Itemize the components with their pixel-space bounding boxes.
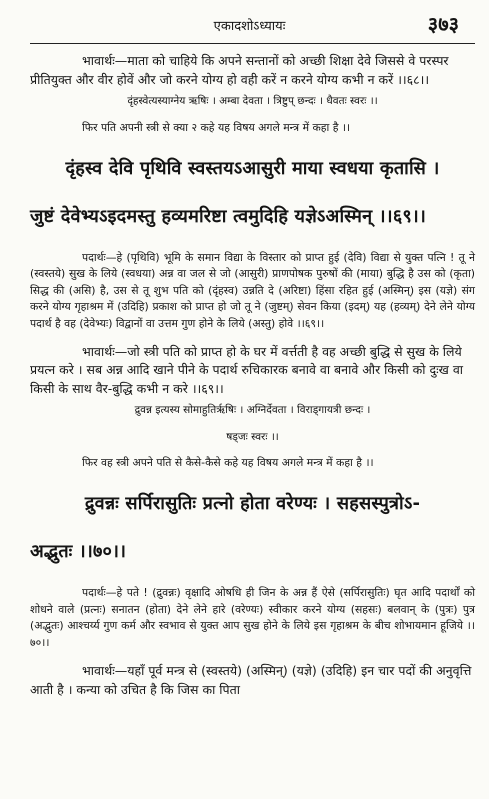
padarth-paragraph: पदार्थः—हे पते ! (द्रुवन्नः) वृक्षादि ओषधि ही जिन के अन्न हैं ऐसे (सर्पिरासुतिः) घृत आदि पदार्थों को शोधने वाले (प्रत्नः) सनातन (होता) देने लेने हारे (वरेण्यः) स्वीकार करने योग्य (सहसः) बलवान् के (पुत्रः) पुत्र (अद्भुतः) आश्चर्य्य गुण कर्म और स्वभाव से युक्त आप सुख होने के लिये इस गृहाश्रम के बीच शोभायमान हूजिये ।।७०।। (30, 586, 475, 649)
bhavarth-paragraph: भावार्थः—जो स्त्री पति को प्राप्त हो के घर में वर्त्तती है वह अच्छी बुद्धि से सुख के लिये प्रयत्न करे । सब अन्न आदि खाने पीने के पदार्थ रुचिकारक बनावे वा बनावे और किसी को दुःख वा किसी के साथ वैर-बुद्धि कभी न करे ।।६९।। (30, 343, 464, 396)
mantra-line: दृंहस्व देवि पृथिवि स्वस्तयऽआसुरी माया स्वधया कृतासि । (65, 157, 440, 179)
mantra-line: द्रुवन्नः सर्पिरासुतिः प्रत्नो होता वरेण्यः । सहसस्पुत्रोऽ- (84, 493, 421, 515)
mantra-meta: षड्जः स्वरः ।। (226, 430, 279, 443)
page-header (30, 6, 469, 38)
header-rule (30, 43, 475, 44)
page-body (30, 48, 475, 699)
mantra-meta: दृंहस्वेत्यस्याग्नेय ऋषिः । अम्बा देवता । त्रिष्टुप् छन्दः । धैवतः स्वरः ।। (127, 95, 378, 107)
mantra-line: अद्भुतः ।।७०।। (30, 541, 127, 563)
padarth-paragraph: पदार्थः—हे (पृथिवि) भूमि के समान विद्या के विस्तार को प्राप्त हुई (देवि) विद्या से युक्त पत्नि ! तू ने (स्वस्तये) सुख के लिये (स्वधया) अन्न वा जल से जो (आसुरी) प्राणपोषक पुरुषों की (माया) बुद्धि है उस को (कृता) सिद्ध की (असि) है, उस से तू शुभ पति को (दृंहस्व) उन्नति दे (अरिष्टा) हिंसा रहित हुई (अस्मिन्) इस (यज्ञे) संग करने योग्य गृहाश्रम में (उदिहि) प्रकाश को प्राप्त हो जो तू ने (जुष्टम्) सेवन किया (इदम्) यह (हव्यम्) देने लेने योग्य पदार्थ है वह (देवेभ्यः) विद्वानों वा उत्तम गुण होने के लिये (अस्तु) होवे ।।६९।। (30, 250, 475, 330)
bhavarth-paragraph: भावार्थः—माता को चाहिये कि अपने सन्तानों को अच्छी शिक्षा देवे जिससे वे परस्पर प्रीतियुक्त और वीर होवें और जो करने योग्य हो वही करें न करने योग्य कभी न करें ।।६८।। (30, 53, 449, 87)
bhavarth-paragraph: भावार्थः—यहाँ पूर्व मन्त्र से (स्वस्तये) (अस्मिन्) (यज्ञे) (उदिहि) इन चार पदों की अनुवृत्ति आती है । कन्या को उचित है कि जिस का पिता (30, 663, 472, 697)
mantra-meta: द्रुवन्न इत्यस्य सोमाहुतिर्ऋषिः । अग्निर्देवता । विराड्गायत्री छन्दः । (134, 404, 371, 417)
mantra-intro: फिर वह स्त्री अपने पति से कैसे-कैसे कहे यह विषय अगले मन्त्र में कहा है ।। (82, 456, 374, 470)
page-number: ३७३ (427, 12, 459, 36)
chapter-title: एकादशोऽध्यायः (213, 19, 286, 34)
mantra-intro: फिर पति अपनी स्त्री से क्या २ कहे यह विषय अगले मन्त्र में कहा है ।। (82, 120, 351, 134)
mantra-line: जुष्टं देवेभ्यऽइदमस्तु हव्यमरिष्टा त्वमुदिहि यज्ञेऽअस्मिन् ।।६९।। (30, 205, 426, 227)
